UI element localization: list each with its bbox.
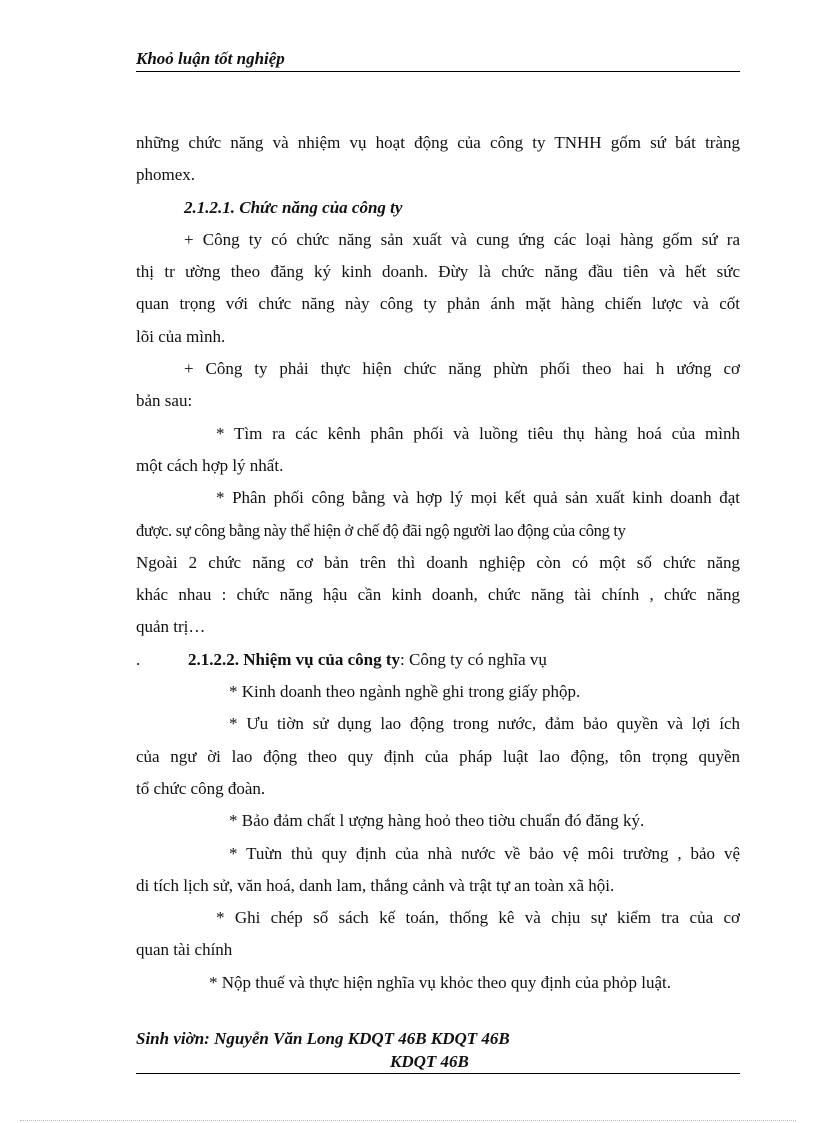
paragraph-line: quan tài chính	[136, 940, 233, 960]
paragraph-line: quan trọng với chức năng này công ty phản ánh mặt hàng chiến lược và cốt	[136, 294, 740, 314]
body-text	[136, 127, 740, 999]
footer-class: KDQT 46B	[390, 1052, 469, 1071]
footer-author: Sinh viờn: Nguyễn Văn Long KDQT 46B KDQT 46B	[136, 1029, 510, 1048]
paragraph-line: * Phân phối công bằng và hợp lý mọi kết quả sản xuất kinh doanh đạt	[216, 488, 740, 508]
leading-dot: .	[136, 649, 141, 669]
paragraph-line: * Kinh doanh theo ngành nghề ghi trong giấy phộp.	[229, 682, 581, 702]
paragraph-line: * Nộp thuế và thực hiện nghĩa vụ khỏc theo quy định của phỏp luật.	[209, 972, 671, 992]
paragraph-line: * Ưu tiờn sử dụng lao động trong nước, đảm bảo quyền và lợi ích	[229, 714, 740, 734]
paragraph-line: bản sau:	[136, 391, 193, 411]
paragraph-line: tổ chức công đoàn.	[136, 778, 266, 798]
paragraph-line: phomex.	[136, 165, 196, 185]
paragraph-line: + Công ty phải thực hiện chức năng phừn phối theo hai h ướng cơ	[184, 359, 740, 379]
header-title: Khoỏ luận tốt nghiệp	[136, 49, 285, 68]
paragraph-line: * Tuừn thủ quy định của nhà nước về bảo vệ môi trường , bảo vệ	[229, 843, 740, 863]
paragraph-line: những chức năng và nhiệm vụ hoạt động của công ty TNHH gốm sứ bát tràng	[136, 133, 740, 152]
paragraph-line: một cách hợp lý nhất.	[136, 455, 284, 475]
paragraph-line: quản trị…	[136, 617, 206, 637]
paragraph-line: * Bảo đảm chất l ượng hàng hoỏ theo tiờu chuẩn đó đăng ký.	[229, 811, 645, 831]
footer-rule	[136, 1073, 740, 1074]
paragraph-line: của ngư ời lao động theo quy định của pháp luật lao động, tôn trọng quyền	[136, 746, 740, 766]
header-rule	[136, 71, 740, 72]
section-heading-nhiem-vu: 2.1.2.2. Nhiệm vụ của công ty	[188, 649, 401, 669]
paragraph-line: khác nhau : chức năng hậu cần kinh doanh, chức năng tài chính , chức năng	[136, 585, 740, 605]
paragraph-line: * Ghi chép sổ sách kế toán, thống kê và chịu sự kiểm tra của cơ	[216, 908, 740, 928]
section-heading-chuc-nang: 2.1.2.1. Chức năng của công ty	[184, 197, 403, 217]
paragraph-line: thị tr ường theo đăng ký kinh doanh. Đừy là chức năng đầu tiên và hết sức	[136, 262, 740, 282]
section-heading-nhiem-vu-line	[136, 644, 740, 676]
paragraph-line: được. sự công bằng này thể hiện ở chế độ đãi ngộ người lao động của công ty	[136, 520, 626, 540]
section-heading-suffix: : Công ty có nghĩa vụ	[400, 649, 547, 669]
paragraph-line: + Công ty có chức năng sản xuất và cung ứng các loại hàng gốm sứ ra	[184, 229, 740, 249]
paragraph-line: Ngoài 2 chức năng cơ bản trên thì doanh nghiệp còn có một số chức năng	[136, 552, 740, 572]
paragraph-line: lõi của mình.	[136, 326, 226, 346]
paragraph-line: * Tìm ra các kênh phân phối và luồng tiêu thụ hàng hoá của mình	[216, 423, 740, 443]
paragraph-line: di tích lịch sử, văn hoá, danh lam, thắng cảnh và trật tự an toàn xã hội.	[136, 875, 615, 895]
page-edge	[20, 1120, 796, 1121]
